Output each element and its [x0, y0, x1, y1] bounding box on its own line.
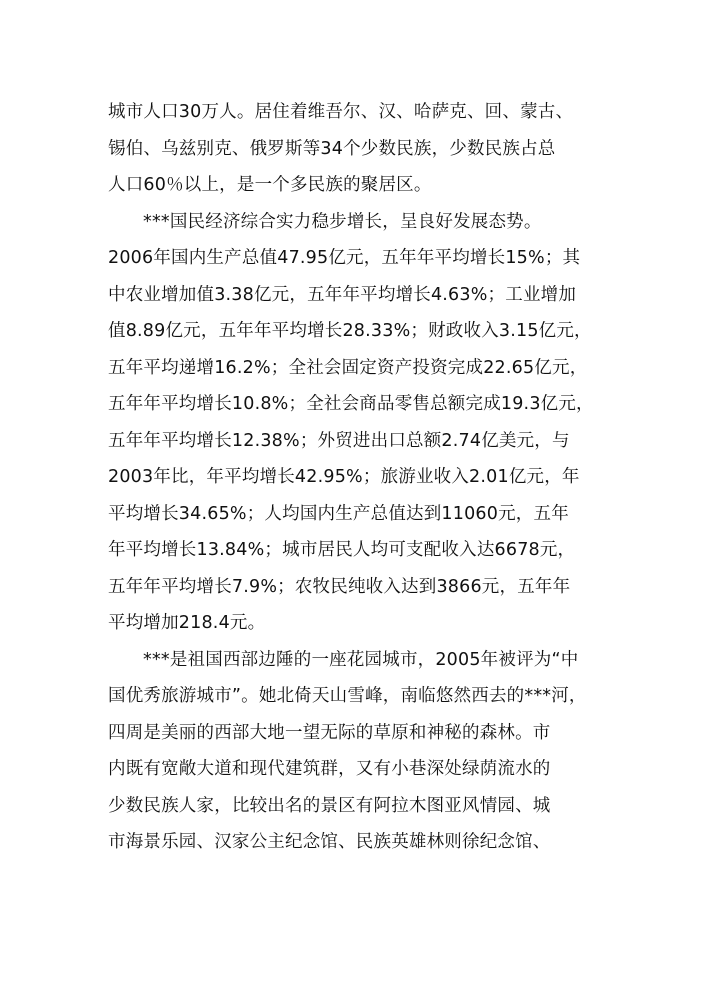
text-line: 五年平均递增16.2%；全社会固定资产投资完成22.65亿元，	[108, 357, 588, 378]
text-line: 市海景乐园、汉家公主纪念馆、民族英雄林则徐纪念馆、	[108, 832, 551, 852]
text-line: 内既有宽敞大道和现代建筑群，又有小巷深处绿荫流水的	[108, 759, 551, 779]
text-line: 四周是美丽的西部大地一望无际的草原和神秘的森林。市	[108, 722, 551, 743]
text-line: 城市人口30万人。居住着维吾尔、汉、哈萨克、回、蒙古、	[108, 102, 574, 122]
text-line: 锡伯、乌兹别克、俄罗斯等34个少数民族，少数民族占总	[108, 138, 556, 159]
text-line: 国优秀旅游城市”。她北倚天山雪峰，南临悠然西去的***河，	[108, 686, 587, 706]
text-line: 值8.89亿元，五年年平均增长28.33%；财政收入3.15亿元，	[108, 321, 592, 341]
text-line: 中农业增加值3.38亿元，五年年平均增长4.63%；工业增加	[108, 284, 577, 305]
text-line: 平均增加218.4元。	[108, 613, 266, 633]
text-line: 年平均增长13.84%；城市居民人均可支配收入达6678元，	[108, 540, 576, 560]
text-line: ***国民经济综合实力稳步增长，呈良好发展态势。	[143, 211, 542, 232]
text-line: 五年年平均增长12.38%；外贸进出口总额2.74亿美元，与	[108, 430, 570, 451]
text-line: 人口60％以上，是一个多民族的聚居区。	[108, 175, 432, 195]
text-line: 少数民族人家，比较出名的景区有阿拉木图亚风情园、城	[108, 795, 551, 816]
text-line: ***是祖国西部边陲的一座花园城市，2005年被评为“中	[143, 649, 579, 670]
text-line: 五年年平均增长10.8%；全社会商品零售总额完成19.3亿元，	[108, 394, 594, 414]
paragraph-3	[108, 642, 608, 861]
text-line: 五年年平均增长7.9%；农牧民纯收入达到3866元，五年年	[108, 576, 571, 597]
text-line: 平均增长34.65%；人均国内生产总值达到11060元，五年	[108, 503, 569, 524]
paragraph-2	[108, 204, 608, 642]
body-text	[108, 94, 608, 861]
text-line: 2003年比，年平均增长42.95%；旅游业收入2.01亿元，年	[108, 467, 580, 487]
text-line: 2006年国内生产总值47.95亿元，五年年平均增长15%；其	[108, 248, 581, 268]
paragraph-1	[108, 94, 608, 204]
